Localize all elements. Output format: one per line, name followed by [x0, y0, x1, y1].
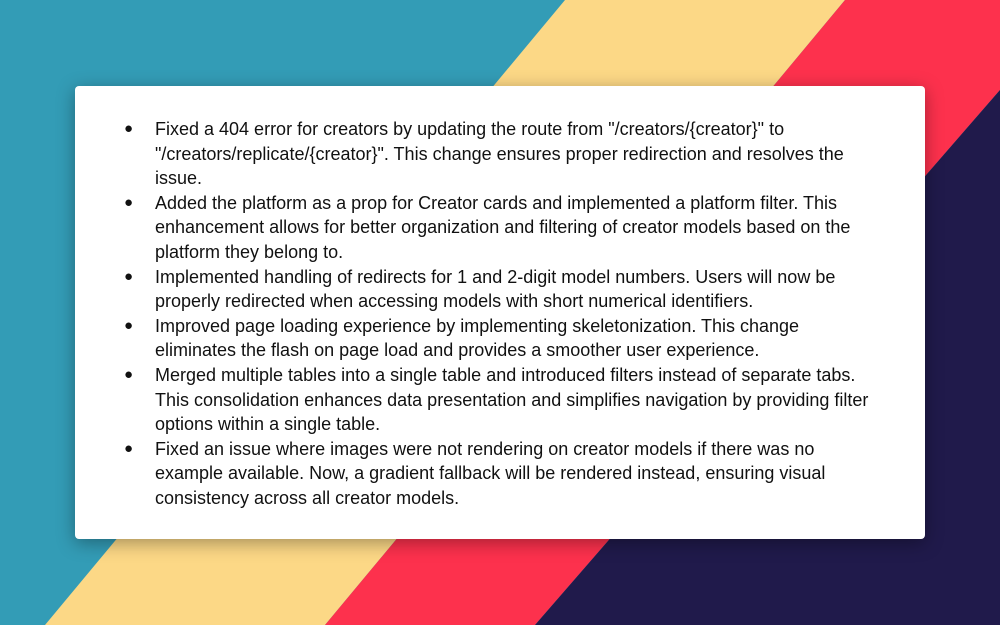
changelog-item-text: Added the platform as a prop for Creator cards and implemented a platform filter. This enhancement allows for better organization and filtering of creator models based on the platform they belong to.	[155, 192, 851, 262]
bullet-icon: ●	[124, 316, 134, 334]
changelog-item-text: Merged multiple tables into a single table and introduced filters instead of separate tabs. This consolidation enhances data presentation and simplifies navigation by providing filter options within a single table.	[155, 364, 869, 435]
changelog-item-text: Improved page loading experience by implementing skeletonization. This change eliminates the flash on page load and provides a smoother user experience.	[155, 315, 800, 361]
bullet-icon: ●	[124, 365, 134, 383]
bullet-icon: ●	[124, 120, 134, 137]
changelog-item	[122, 437, 885, 511]
changelog-item-text: Fixed a 404 error for creators by updating the route from "/creators/{creator}" to "/creators/replicate/{creator}". This change ensures proper redirection and resolves the issue.	[155, 119, 844, 189]
changelog-list	[122, 117, 885, 511]
changelog-item	[122, 363, 885, 437]
changelog-item	[122, 265, 885, 314]
changelog-item	[122, 117, 885, 191]
changelog-item	[122, 314, 885, 363]
changelog-item-text: Implemented handling of redirects for 1 and 2-digit model numbers. Users will now be properly redirected when accessing models with short numerical identifiers.	[155, 266, 836, 312]
bullet-icon: ●	[124, 193, 134, 211]
bullet-icon: ●	[124, 267, 134, 285]
bullet-icon: ●	[124, 439, 134, 457]
changelog-item-text: Fixed an issue where images were not rendering on creator models if there was no example available. Now, a gradient fallback will be rendered instead, ensuring visual consistency across all creator models.	[155, 438, 826, 508]
changelog-item	[122, 191, 885, 265]
changelog-card	[75, 86, 925, 539]
